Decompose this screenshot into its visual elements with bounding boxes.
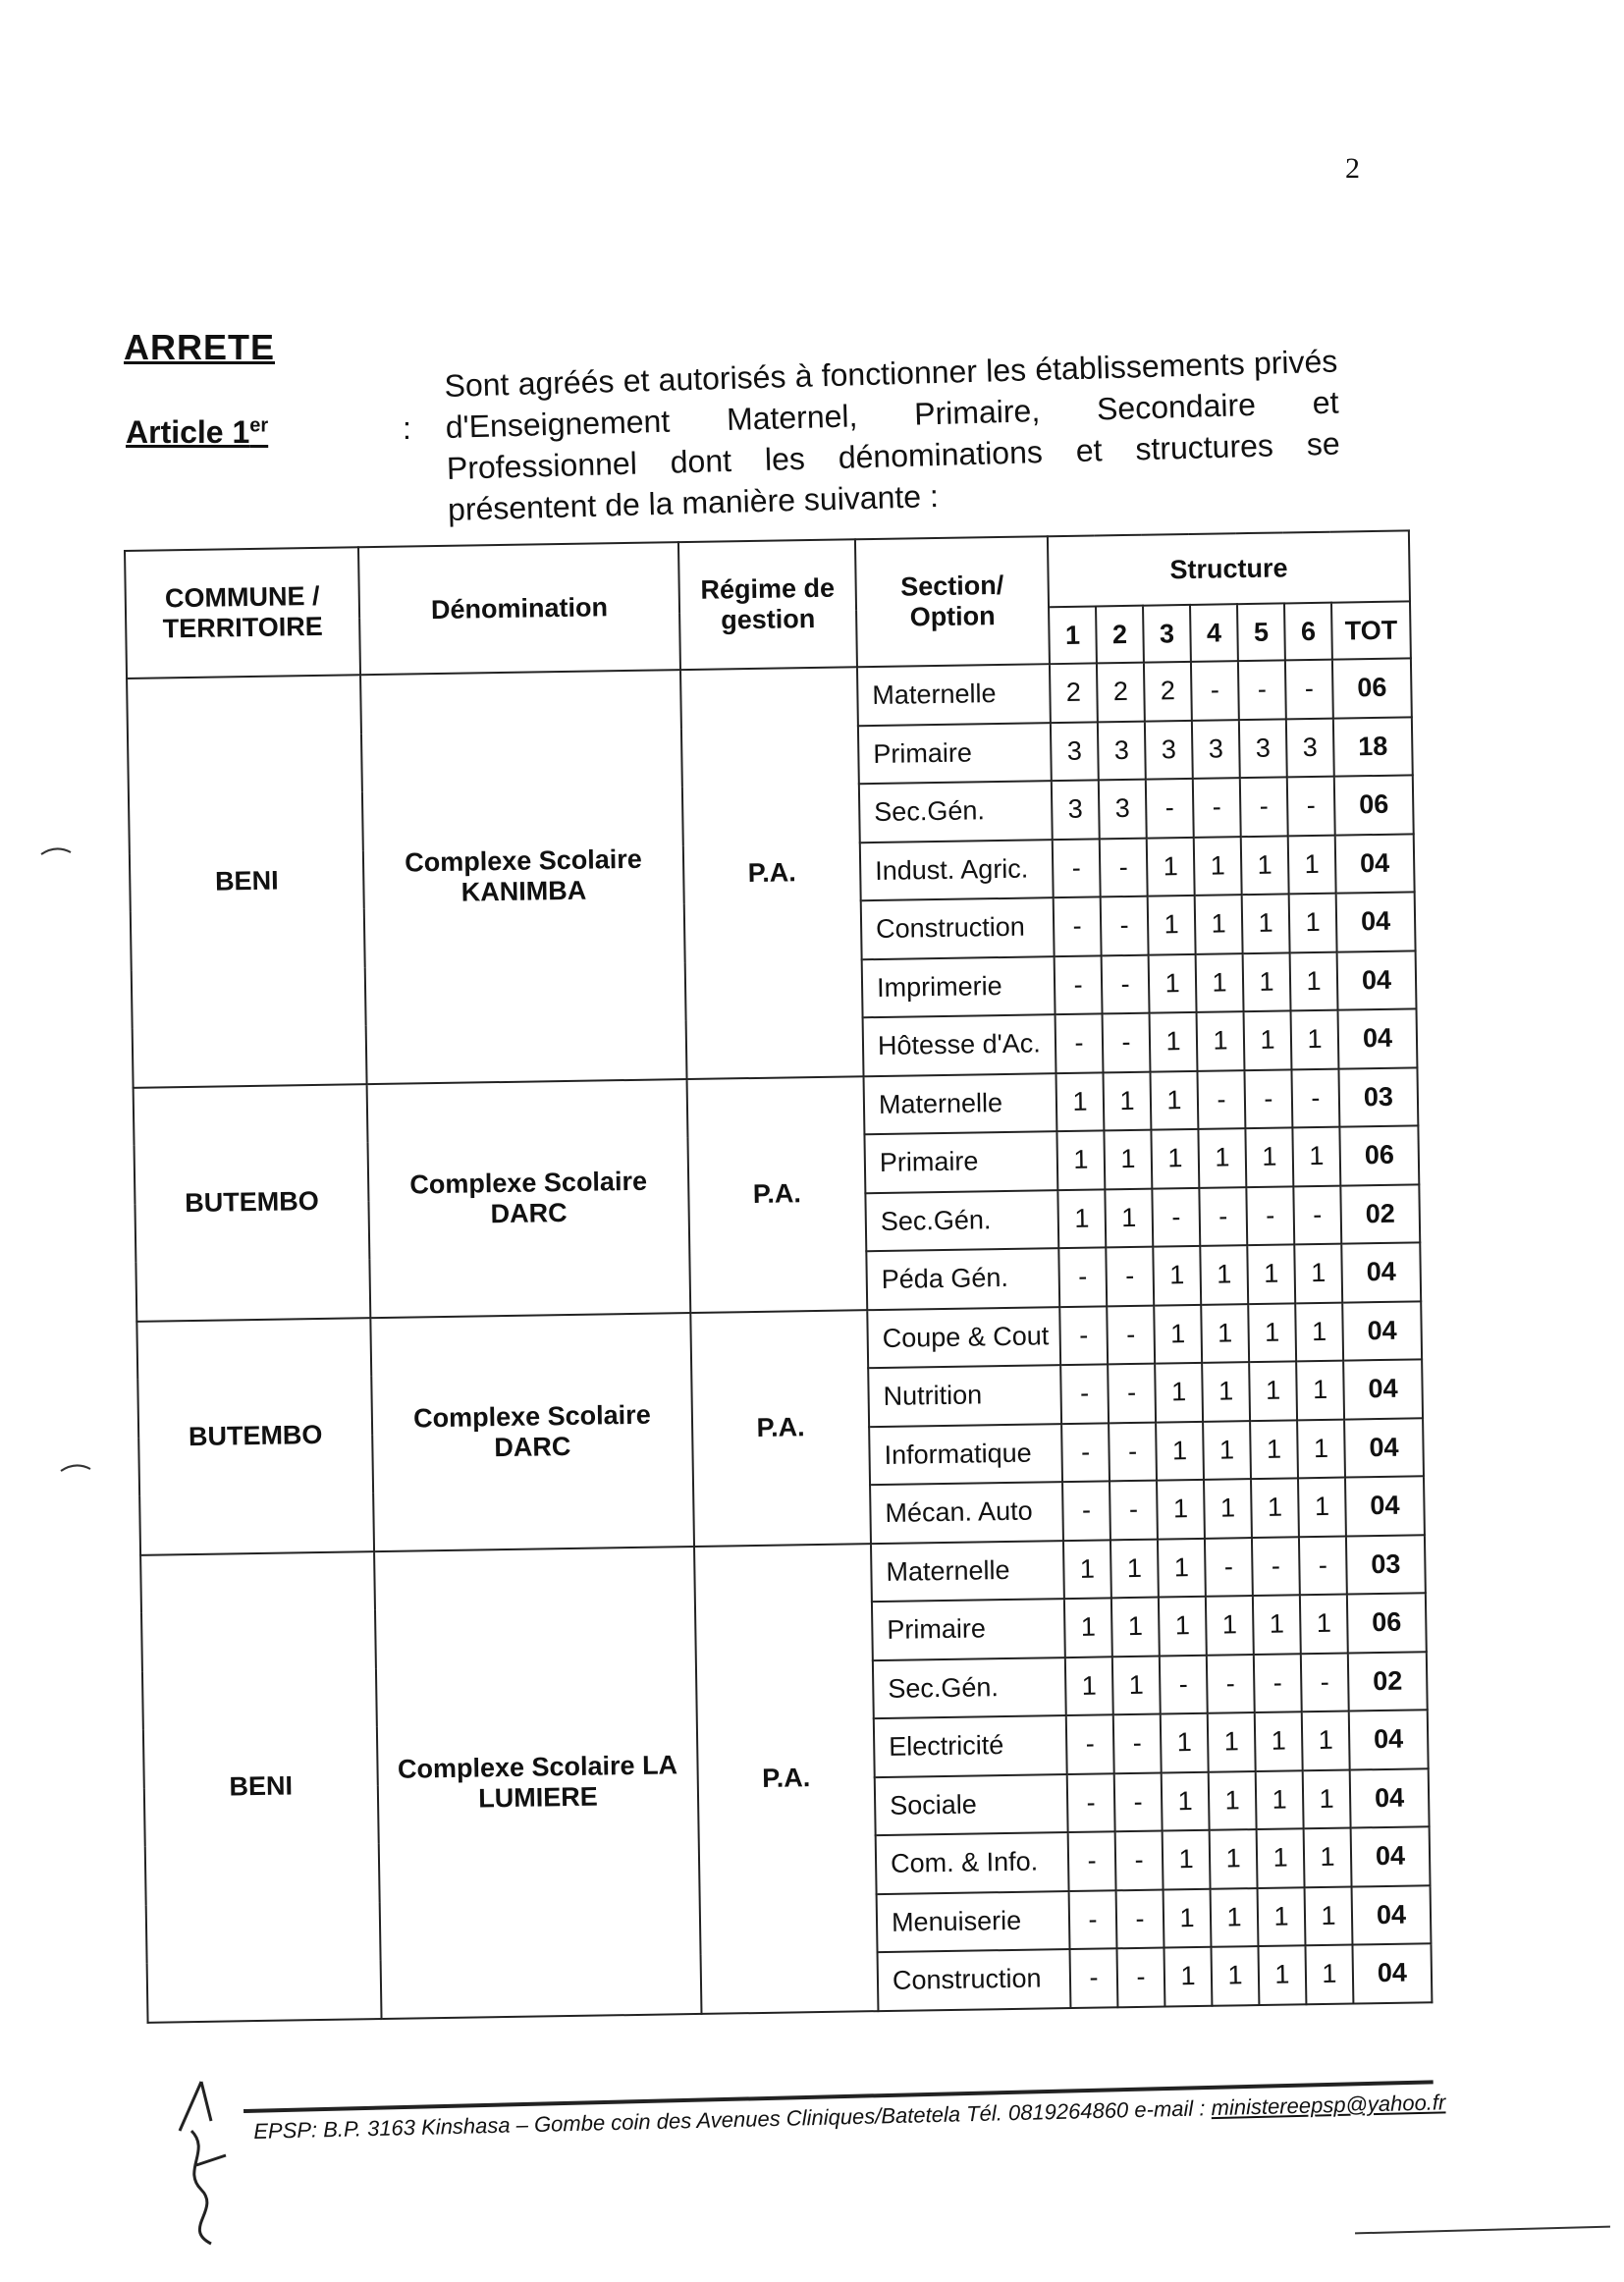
commune-cell: BENI [140,1551,381,2023]
total-cell: 18 [1333,717,1413,777]
year-count-cell: 2 [1097,663,1145,722]
section-cell: Construction [878,1949,1071,2011]
year-count-cell: 1 [1248,1303,1296,1362]
year-count-cell: - [1068,1831,1116,1890]
year-count-cell: 3 [1052,780,1100,839]
year-count-cell: 1 [1244,1010,1292,1069]
year-count-cell: 1 [1161,1713,1209,1772]
year-count-cell: 2 [1144,662,1192,721]
year-count-cell: 1 [1112,1656,1161,1714]
year-count-cell: 1 [1249,1361,1297,1420]
section-cell: Primaire [872,1599,1065,1660]
year-count-cell: 1 [1204,1479,1252,1538]
year-count-cell: - [1106,1247,1154,1306]
commune-cell: BENI [127,675,367,1087]
year-count-cell: 1 [1206,1596,1254,1655]
section-cell: Nutrition [868,1365,1061,1427]
year-count-cell: 1 [1148,896,1196,954]
year-count-cell: 1 [1105,1188,1153,1247]
header-commune: COMMUNE / TERRITOIRE [125,547,360,679]
section-cell: Sociale [875,1774,1068,1836]
year-count-cell: 1 [1250,1420,1298,1479]
year-count-cell: 3 [1239,719,1287,778]
section-cell: Construction [861,897,1055,959]
section-cell: Sec.Gén. [873,1657,1066,1719]
total-cell: 04 [1352,1943,1432,2003]
year-count-cell: 1 [1210,1829,1258,1888]
year-count-cell: - [1107,1305,1155,1364]
year-count-cell: 1 [1258,1887,1306,1946]
total-cell: 04 [1336,892,1416,951]
year-count-cell: - [1254,1654,1302,1712]
year-count-cell: 1 [1251,1478,1299,1537]
year-count-cell: 1 [1202,1362,1250,1421]
year-count-cell: - [1299,1536,1347,1595]
year-count-cell: - [1287,777,1335,836]
total-cell: 04 [1349,1710,1429,1769]
header-col-4: 4 [1190,604,1238,662]
year-count-cell: - [1103,1013,1151,1072]
year-count-cell: - [1055,955,1103,1014]
regime-cell: P.A. [680,667,864,1078]
section-cell: Menuiserie [877,1891,1070,1953]
year-count-cell: - [1238,660,1286,719]
year-count-cell: - [1116,1889,1164,1948]
year-count-cell: - [1301,1653,1349,1712]
year-count-cell: - [1160,1655,1208,1713]
section-cell: Sec.Gén. [865,1190,1058,1252]
article-label-superscript: er [249,414,269,437]
year-count-cell: 1 [1198,1128,1246,1187]
year-count-cell: 1 [1064,1598,1112,1657]
structure-table-wrapper [124,529,1433,2023]
year-count-cell: - [1191,661,1239,720]
year-count-cell: - [1061,1423,1110,1482]
total-cell: 03 [1346,1535,1426,1595]
year-count-cell: 1 [1256,1770,1304,1829]
total-cell: 04 [1344,1418,1424,1478]
year-count-cell: 1 [1292,1127,1340,1186]
year-count-cell: 1 [1151,1129,1199,1188]
year-count-cell: 1 [1253,1595,1301,1654]
year-count-cell: - [1062,1481,1110,1540]
year-count-cell: 1 [1110,1539,1159,1598]
year-count-cell: 1 [1149,953,1197,1012]
year-count-cell: 1 [1197,1011,1245,1070]
page-number: 2 [1345,152,1360,185]
year-count-cell: 1 [1291,1010,1339,1069]
year-count-cell: 1 [1057,1189,1106,1248]
year-count-cell: 1 [1153,1246,1201,1305]
year-count-cell: 1 [1154,1304,1202,1363]
year-count-cell: - [1053,839,1101,897]
year-count-cell: 1 [1245,1127,1293,1186]
section-cell: Primaire [858,723,1052,785]
header-col-6: 6 [1284,603,1332,661]
year-count-cell: 1 [1157,1480,1205,1539]
year-count-cell: 3 [1051,722,1099,781]
header-section: Section/ Option [855,536,1050,667]
structure-table [124,529,1433,2023]
year-count-cell: - [1114,1772,1163,1831]
total-cell: 04 [1351,1826,1431,1886]
table-body [127,658,1432,2022]
year-count-cell: 1 [1295,1302,1343,1361]
year-count-cell: 1 [1195,895,1243,953]
year-count-cell: 3 [1286,718,1334,777]
year-count-cell: 1 [1289,894,1337,952]
year-count-cell: - [1100,838,1148,896]
section-cell: Hôtesse d'Ac. [863,1014,1056,1076]
year-count-cell: - [1058,1247,1107,1306]
year-count-cell: 1 [1211,1888,1259,1947]
scan-mark [59,1461,92,1473]
year-count-cell: 1 [1158,1538,1206,1597]
year-count-cell: - [1116,1948,1164,2007]
year-count-cell: - [1110,1481,1158,1540]
header-denomination: Dénomination [358,542,680,675]
year-count-cell: - [1285,660,1333,719]
year-count-cell: 1 [1257,1828,1305,1887]
year-count-cell: 1 [1111,1598,1160,1657]
section-cell: Mécan. Auto [870,1482,1063,1544]
regime-cell: P.A. [690,1310,871,1547]
year-count-cell: - [1069,1890,1117,1949]
header-regime: Régime de gestion [678,539,857,670]
year-count-cell: 1 [1255,1712,1303,1770]
year-count-cell: 1 [1163,1830,1211,1889]
total-cell: 02 [1340,1184,1420,1244]
year-count-cell: 2 [1050,663,1098,722]
year-count-cell: 1 [1194,837,1242,896]
total-cell: 06 [1334,775,1414,835]
year-count-cell: 1 [1243,952,1291,1011]
footer-email-link[interactable]: ministereepsp@yahoo.fr [1211,2090,1446,2121]
year-count-cell: - [1240,777,1288,836]
year-count-cell: - [1207,1655,1255,1713]
total-cell: 03 [1338,1067,1418,1127]
year-count-cell: 1 [1162,1771,1210,1830]
total-cell: 04 [1343,1359,1423,1419]
year-count-cell: 1 [1300,1595,1348,1654]
article-label-text: Article 1 [126,414,250,450]
section-cell: Maternelle [871,1541,1064,1603]
year-count-cell: - [1293,1185,1341,1244]
year-count-cell: 1 [1298,1478,1346,1537]
year-count-cell: 1 [1241,836,1289,895]
regime-cell: P.A. [687,1076,868,1313]
year-count-cell: 1 [1056,1072,1104,1131]
year-count-cell: 1 [1065,1657,1113,1715]
section-cell: Péda Gén. [866,1248,1059,1310]
section-cell: Informatique [869,1424,1062,1486]
year-count-cell: 1 [1258,1945,1306,2004]
year-count-cell: 1 [1305,1886,1353,1945]
section-cell: Indust. Agric. [860,840,1054,901]
year-count-cell: 1 [1211,1946,1259,2005]
year-count-cell: - [1115,1831,1164,1890]
section-cell: Primaire [864,1131,1057,1193]
year-count-cell: - [1244,1069,1292,1128]
year-count-cell: - [1067,1773,1115,1832]
year-count-cell: - [1193,778,1241,837]
year-count-cell: - [1066,1714,1114,1773]
year-count-cell: - [1059,1306,1108,1365]
year-count-cell: - [1146,779,1194,838]
year-count-cell: - [1056,1013,1104,1072]
year-count-cell: 1 [1294,1244,1342,1303]
total-cell: 04 [1352,1885,1432,1945]
year-count-cell: 1 [1156,1421,1204,1480]
year-count-cell: 1 [1290,951,1338,1010]
header-col-3: 3 [1143,605,1191,663]
year-count-cell: - [1102,954,1150,1013]
section-cell: Electricité [874,1715,1067,1777]
year-count-cell: - [1152,1187,1200,1246]
year-count-cell: - [1205,1538,1253,1597]
header-structure: Structure [1048,530,1410,607]
year-count-cell: 1 [1196,953,1244,1012]
year-count-cell: 1 [1242,894,1290,952]
year-count-cell: - [1199,1187,1247,1246]
year-count-cell: 1 [1147,837,1195,896]
year-count-cell: 1 [1164,1888,1212,1947]
year-count-cell: - [1101,896,1149,955]
year-count-cell: 1 [1208,1712,1256,1771]
total-cell: 04 [1335,834,1415,894]
year-count-cell: 1 [1150,1070,1198,1129]
regime-cell: P.A. [694,1544,878,2014]
section-cell: Sec.Gén. [859,781,1053,842]
total-cell: 02 [1348,1652,1428,1712]
year-count-cell: 1 [1155,1363,1203,1422]
denomination-cell: Complexe Scolaire DARC [367,1079,691,1318]
denomination-cell: Complexe Scolaire KANIMBA [360,670,687,1084]
commune-cell: BUTEMBO [136,1318,374,1555]
year-count-cell: 1 [1063,1540,1111,1599]
section-cell: Maternelle [864,1073,1057,1135]
header-col-1: 1 [1049,606,1097,664]
total-cell: 04 [1350,1768,1430,1828]
denomination-cell: Complexe Scolaire LA LUMIERE [374,1546,701,2018]
year-count-cell: 3 [1098,721,1146,780]
article-separator: : [403,410,411,446]
year-count-cell: 1 [1104,1130,1152,1189]
section-cell: Maternelle [857,664,1051,726]
year-count-cell: - [1291,1068,1339,1127]
section-cell: Com. & Info. [876,1832,1069,1894]
year-count-cell: 1 [1201,1304,1249,1363]
year-count-cell: 1 [1209,1771,1257,1830]
section-cell: Imprimerie [862,956,1056,1018]
total-cell: 04 [1345,1476,1425,1536]
total-cell: 04 [1341,1242,1421,1302]
total-cell: 06 [1332,658,1412,718]
year-count-cell: 1 [1247,1244,1295,1303]
scan-edge-line [1355,2226,1610,2235]
total-cell: 04 [1338,1008,1418,1068]
year-count-cell: - [1054,896,1102,955]
year-count-cell: - [1246,1186,1294,1245]
commune-cell: BUTEMBO [134,1084,371,1322]
year-count-cell: 3 [1145,720,1193,779]
header-col-2: 2 [1096,606,1144,664]
scan-mark [39,844,73,856]
year-count-cell: 3 [1192,720,1240,779]
page-heading: ARRETE [124,327,276,367]
handwritten-initials [172,2072,250,2249]
year-count-cell: 1 [1288,835,1336,894]
header-col-5: 5 [1237,603,1285,661]
year-count-cell: 1 [1200,1245,1248,1304]
year-count-cell: 1 [1296,1361,1344,1420]
year-count-cell: 1 [1164,1947,1212,2006]
year-count-cell: 1 [1302,1712,1350,1770]
article-text: Sont agréés et autorisés à fonctionner les établissements privés d'Enseignement Maternel, Primaire, Secondaire et Professionnel dont les dénominations et structures se présentent de la manière suivante : [444,343,1341,527]
year-count-cell: 1 [1103,1071,1151,1130]
total-cell: 06 [1347,1593,1427,1653]
section-cell: Coupe & Cout [867,1307,1060,1369]
year-count-cell: 3 [1099,780,1147,839]
year-count-cell: 1 [1303,1769,1351,1828]
total-cell: 04 [1337,951,1417,1010]
header-col-tot: TOT [1331,601,1411,659]
year-count-cell: - [1113,1714,1162,1773]
footer-address-text: EPSP: B.P. 3163 Kinshasa – Gombe coin des Avenues Cliniques/Batetela Tél. 0819264860 e-mail : [253,2095,1206,2144]
year-count-cell: 1 [1159,1597,1207,1656]
year-count-cell: - [1109,1422,1157,1481]
year-count-cell: 1 [1304,1828,1352,1887]
year-count-cell: 1 [1305,1945,1353,2004]
total-cell: 04 [1342,1301,1422,1361]
year-count-cell: 1 [1056,1130,1105,1189]
year-count-cell: - [1108,1364,1156,1423]
year-count-cell: - [1060,1364,1109,1423]
total-cell: 06 [1339,1125,1419,1185]
article-label [126,414,268,451]
year-count-cell: 1 [1203,1421,1251,1480]
year-count-cell: - [1070,1948,1118,2007]
year-count-cell: 1 [1297,1419,1345,1478]
year-count-cell: - [1252,1537,1300,1596]
year-count-cell: 1 [1150,1012,1198,1071]
year-count-cell: - [1197,1070,1245,1129]
denomination-cell: Complexe Scolaire DARC [370,1313,694,1551]
